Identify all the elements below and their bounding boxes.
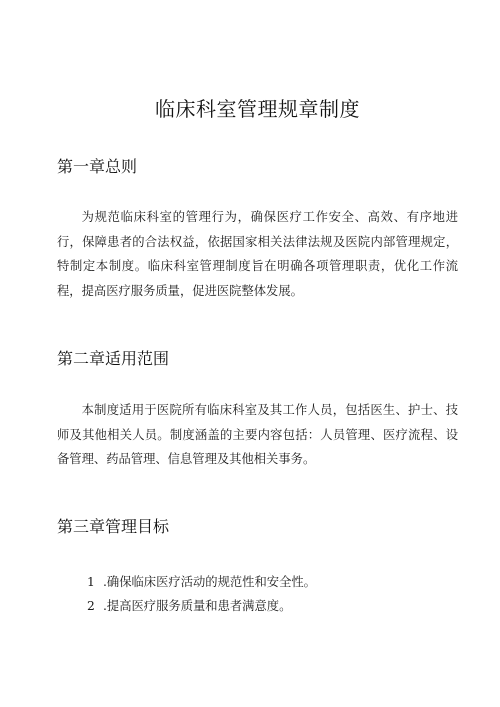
- chapter-2-paragraph: 本制度适用于医院所有临床科室及其工作人员，包括医生、护士、技师及其他相关人员。制度涵盖的主要内容包括：人员管理、医疗流程、设备管理、药品管理、信息管理及其他相关事务。: [57, 403, 458, 466]
- list-item-text: .确保临床医疗活动的规范性和安全性。: [103, 574, 316, 589]
- chapter-1-heading: 第一章总则: [57, 157, 138, 176]
- list-item-number: 1: [87, 574, 95, 589]
- chapter-1-paragraph: 为规范临床科室的管理行为，确保医疗工作安全、高效、有序地进行，保障患者的合法权益，依据国家相关法律法规及医院内部管理规定，特制定本制度。临床科室管理制度旨在明确各项管理职责，优化工作流程，提高医疗服务质量，促进医院整体发展。: [57, 210, 458, 298]
- document-title: 临床科室管理规章制度: [155, 97, 360, 121]
- list-item-number: 2: [87, 599, 95, 613]
- list-item: [57, 570, 458, 595]
- list-item-text: .提高医疗服务质量和患者满意度。: [103, 599, 292, 613]
- chapter-3-goal-list: [57, 570, 458, 619]
- chapter-2-heading: 第二章适用范围: [57, 349, 170, 368]
- chapter-3-heading: 第三章管理目标: [57, 516, 170, 536]
- list-item: [57, 594, 458, 619]
